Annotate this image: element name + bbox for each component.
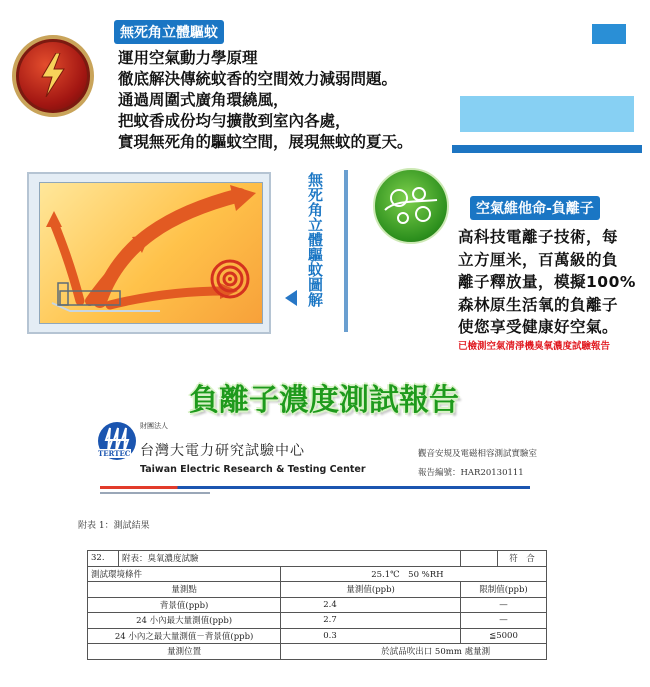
table-cell: 於試品吹出口 50mm 處量測 (281, 644, 547, 660)
table-cell: ≦5000 (461, 628, 547, 644)
table-row (88, 566, 547, 582)
table-cell: 量測值(ppb) (281, 582, 461, 598)
report-number: 報告編號：HAR20130111 (418, 468, 524, 478)
table-cell: 背景值(ppb) (88, 597, 281, 613)
results-table (87, 550, 547, 660)
decor-lightblue-block (460, 96, 634, 132)
mosquito-description (118, 48, 413, 153)
table-cell: — (461, 597, 547, 613)
table-cell: 附表：臭氧濃度試驗 (119, 551, 461, 567)
feature-badge-mosquito: 無死角立體驅蚊 (114, 20, 224, 44)
table-row (88, 597, 547, 613)
description-line: 高科技電離子技術，每 (458, 228, 619, 246)
org-name-en: Taiwan Electric Research & Testing Center (140, 464, 366, 475)
decor-blue-square (592, 24, 626, 44)
table-cell: 2.4 (281, 597, 461, 613)
decor-vertical-bar (344, 170, 348, 332)
table-cell: 限制值(ppb) (461, 582, 547, 598)
pointer-triangle-icon (285, 290, 297, 306)
tertec-logo-text: TERTEC (98, 449, 131, 458)
table-row (88, 613, 547, 629)
table-row (88, 582, 547, 598)
table-cell: 符 合 (498, 551, 547, 567)
table-cell: 0.3 (281, 628, 461, 644)
table-row (88, 628, 547, 644)
description-line: 使您享受健康好空氣。 (458, 318, 619, 336)
mosquito-shield-emblem (12, 35, 94, 117)
airflow-arrows-graphic (40, 183, 262, 323)
description-line: 通過周圍式廣角環繞風， (118, 91, 289, 109)
table-row (88, 551, 547, 567)
leaf-icon (375, 170, 447, 242)
table-cell: 2.7 (281, 613, 461, 629)
description-line: 實現無死角的驅蚊空間，展現無蚊的夏天。 (118, 133, 413, 151)
table-cell: 24 小內最大量測值(ppb) (88, 613, 281, 629)
certificate-underline (100, 486, 530, 489)
description-line: 徹底解決傳統蚊香的空間效力減弱問題。 (118, 70, 398, 88)
table-cell: 32. (88, 551, 119, 567)
report-title: 負離子濃度測試報告 (189, 383, 459, 418)
description-line: 森林原生活氧的負離子 (458, 295, 619, 314)
lightning-bolt-icon (38, 53, 68, 97)
table-cell: — (461, 613, 547, 629)
air-vitamin-leaf-icon (373, 168, 449, 244)
lab-name: 觀音安規及電磁相容測試實驗室 (418, 449, 538, 459)
certificate-underline-thin (100, 492, 210, 494)
annex-label: 附表 1：測試結果 (78, 521, 150, 531)
description-line: 運用空氣動力學原理 (118, 49, 258, 67)
table-cell: 25.1℃ 50 %RH (281, 566, 547, 582)
table-cell: 量測點 (88, 582, 281, 598)
decor-blue-bar (452, 145, 642, 153)
table-cell: 量測位置 (88, 644, 281, 660)
description-line: 把蚊香成份均勻擴散到室內各處， (118, 112, 351, 130)
org-prefix: 財團法人 (140, 422, 168, 430)
table-cell: 測試環境條件 (88, 566, 281, 582)
table-cell (461, 551, 498, 567)
description-line: 離子釋放量，模擬100% (458, 273, 636, 291)
ion-description (458, 226, 636, 339)
table-cell: 24 小內之最大量測值－背景值(ppb) (88, 628, 281, 644)
room-interior (39, 182, 263, 324)
description-line: 立方厘米，百萬級的負 (458, 250, 619, 269)
test-report-note: 已檢測空氣清淨機臭氧濃度試驗報告 (458, 341, 611, 352)
table-row (88, 644, 547, 660)
diagram-vertical-caption: 無死角立體驅蚊圖解 (303, 172, 323, 332)
feature-badge-ions: 空氣維他命-負離子 (470, 196, 600, 220)
org-name-zh: 台灣大電力研究試驗中心 (140, 443, 305, 459)
room-diagram (27, 172, 271, 334)
